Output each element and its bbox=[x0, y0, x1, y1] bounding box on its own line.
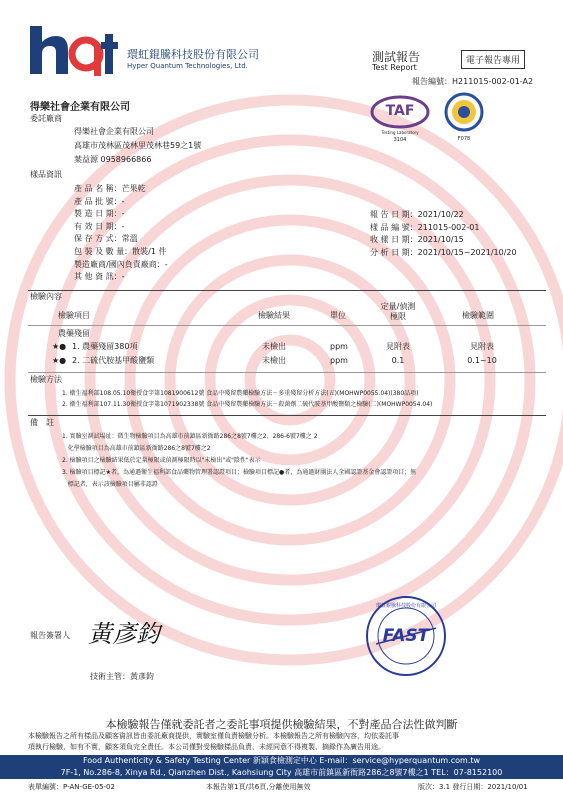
sample-field-label: 製造廠商/國內負責廠商： bbox=[74, 259, 165, 269]
sample-right-value: 211015-002-01 bbox=[417, 222, 480, 232]
electronic-report-badge: 電子報告專用 bbox=[461, 50, 525, 69]
sample-field-label: 保 存 方 式： bbox=[74, 234, 122, 244]
sample-field bbox=[74, 260, 168, 270]
page-info: 本報告第1頁/共6頁,分離使用無效 bbox=[206, 783, 311, 791]
sample-right-label: 樣 品 編 號： bbox=[370, 222, 418, 232]
remark-line: 化學檢驗項目為高雄市前鎮區新衙路286之8號7樓之2 bbox=[62, 445, 211, 452]
report-number bbox=[412, 77, 533, 87]
fast-stamp-ring: 環虹錕騰科技股份有限公司 bbox=[376, 603, 437, 609]
sample-field bbox=[74, 184, 146, 194]
test-mark: ★● bbox=[52, 356, 67, 365]
client-contact: 葉益源 0958966866 bbox=[74, 155, 152, 164]
sample-field-label: 製 造 日 期： bbox=[74, 209, 122, 219]
technical-supervisor: 技術主管：黃彥鈞 bbox=[90, 672, 154, 681]
fast-stamp-text: FAST bbox=[382, 626, 430, 646]
sample-right-field bbox=[370, 223, 479, 233]
fda-number: F078 bbox=[457, 136, 471, 142]
footer-bar-2: 7F-1, No.286-8, Xinya Rd., Qianzhen Dist., Kaohsiung City 高雄市前鎮區新衙路286之8號7樓之1 TEL：07-8152100 bbox=[0, 767, 563, 779]
fast-stamp bbox=[364, 594, 448, 678]
test-unit: ppm bbox=[330, 342, 348, 351]
report-number-label: 報告編號： bbox=[412, 77, 452, 86]
company-name-en: Hyper Quantum Technologies, Ltd. bbox=[127, 62, 248, 70]
footer-bar-1: Food Authenticity & Safety Testing Center 新穎食檢測定中心 E-mail：service@hyperquantum.com.tw bbox=[0, 755, 563, 767]
sample-field bbox=[74, 272, 125, 282]
remark-line: 2. 檢驗項目之檢驗結果低於定量極限或偵測極限時以"未檢出"或"陰性"表示 bbox=[62, 457, 261, 464]
taf-logo bbox=[368, 94, 432, 150]
client-name: 得樂社會企業有限公司 bbox=[74, 127, 154, 136]
col-header-unit: 單位 bbox=[330, 311, 346, 320]
col-header-item: 檢驗項目 bbox=[58, 311, 90, 320]
sample-right-field bbox=[370, 210, 464, 220]
sample-right-label: 收 樣 日 期： bbox=[370, 235, 418, 245]
taf-subtitle: Testing Laboratory bbox=[381, 130, 419, 135]
sample-right-value: 2021/10/22 bbox=[417, 210, 464, 219]
sample-field bbox=[74, 209, 125, 219]
test-unit: ppm bbox=[330, 356, 348, 365]
sample-right-field bbox=[370, 235, 464, 245]
test-group-label: 農藥殘留 bbox=[58, 329, 90, 338]
divider bbox=[28, 415, 546, 416]
method-line: 2. 衛生福利部107.11.30衛授食字第1071902338號 食品中殘留農藥檢驗方法－殺菌劑二硫代胺基甲酸鹽類之檢驗(二)(MOHWP0054.04) bbox=[62, 401, 433, 408]
signature: 黃彥鈞 bbox=[88, 620, 160, 648]
footer-note-1: 本檢驗報告之所有樣品及顧客資訊皆由委託廠商提供，實驗室僅負責檢驗分析。本檢驗報告之所有檢驗內容，均依委託事 bbox=[28, 732, 399, 740]
client-section-label: 委託廠商 bbox=[30, 114, 62, 123]
sample-field-label: 產 品 批 號： bbox=[74, 196, 122, 206]
report-number-value: H211015-002-01-A2 bbox=[452, 77, 534, 86]
methods-section-label: 檢驗方法 bbox=[30, 375, 62, 384]
sample-field-value: 散裝/1 件 bbox=[132, 247, 167, 256]
col-header-range: 檢驗範圍 bbox=[462, 311, 494, 320]
sample-right-label: 分 析 日 期： bbox=[370, 247, 418, 257]
sample-field-label: 其 他 資 訊： bbox=[74, 272, 122, 282]
test-row bbox=[28, 356, 546, 368]
sample-field-value: - bbox=[121, 209, 125, 219]
report-title-zh: 測試報告 bbox=[372, 50, 421, 64]
footer-note-2: 項執行檢驗，如有不實，顧客須負完全責任。本公司僅對受檢驗樣品負責，未經同意不得複製、摘錄作為廣告用途。 bbox=[28, 743, 385, 751]
test-item: 1. 農藥殘留380項 bbox=[72, 342, 138, 351]
sample-right-label: 報 告 日 期： bbox=[370, 210, 418, 219]
client-address: 高雄市茂林區茂林里茂林巷59之1號 bbox=[74, 141, 202, 150]
test-mark: ★● bbox=[52, 342, 67, 351]
sample-field-value: - bbox=[121, 272, 125, 282]
sample-field bbox=[74, 197, 125, 207]
sample-field-value: - bbox=[121, 221, 125, 231]
remark-line: 標記者，表示該檢驗項目屬非認證 bbox=[62, 481, 158, 488]
test-item: 2. 二硫代胺基甲酸鹽類 bbox=[72, 356, 155, 365]
sample-field-value: - bbox=[121, 196, 125, 206]
taf-text: TAF bbox=[385, 103, 415, 119]
form-number: 表單編號：P-AN-GE-05-02 bbox=[28, 783, 115, 791]
test-range: 見附表 bbox=[470, 342, 494, 351]
col-header-result: 檢驗結果 bbox=[258, 311, 290, 320]
disclaimer: 本檢驗報告僅就委託者之委託事項提供檢驗結果，不對產品合法性做判斷 bbox=[105, 718, 458, 731]
sample-field bbox=[74, 234, 138, 244]
header-divider bbox=[28, 325, 546, 326]
method-line: 1. 衛生福利部108.05.10衛授食字第1081900612號 食品中殘留農藥檢驗方法－多重殘留分析方法(五)(MOHWP0055.04)(380品項) bbox=[62, 390, 419, 397]
sample-right-value: 2021/10/15~2021/10/20 bbox=[417, 247, 517, 257]
sample-field-label: 有 效 日 期： bbox=[74, 221, 122, 231]
test-range: 0.1~10 bbox=[467, 356, 497, 365]
divider bbox=[28, 290, 546, 291]
fda-seal-icon bbox=[444, 92, 484, 144]
remark-line: 1. 實驗室測試場址：微生物檢驗項目為高雄市前鎮區新衙路286之8號7樓之2、286-6號7樓之 2 bbox=[62, 433, 318, 440]
divider bbox=[28, 372, 546, 373]
version-info: 版次：3.1 發行日期：2021/10/01 bbox=[418, 783, 528, 791]
sample-right-value: 2021/10/15 bbox=[417, 235, 464, 245]
sample-field-label: 包 裝 及 數 量： bbox=[74, 247, 133, 256]
sample-field-label: 產 品 名 稱： bbox=[74, 184, 122, 193]
test-limit: 0.1 bbox=[391, 356, 405, 365]
signer-label: 報告簽署人 bbox=[30, 631, 70, 640]
report-title-en: Test Report bbox=[372, 63, 417, 72]
taf-number: 3104 bbox=[393, 137, 407, 143]
sample-field bbox=[74, 247, 167, 257]
test-result: 未檢出 bbox=[262, 356, 286, 365]
sample-field-value: 芒果乾 bbox=[121, 184, 146, 193]
tests-section-label: 檢驗內容 bbox=[30, 292, 62, 301]
sample-right-field bbox=[370, 248, 517, 258]
sample-field-value: - bbox=[164, 259, 168, 269]
remarks-section-label: 備 註 bbox=[30, 418, 54, 427]
test-result: 未檢出 bbox=[262, 342, 286, 351]
sample-field bbox=[74, 222, 125, 232]
sample-field-value: 常溫 bbox=[121, 234, 138, 244]
sample-section-label: 樣品資訊 bbox=[30, 170, 62, 179]
client-name-bold: 得樂社會企業有限公司 bbox=[30, 102, 130, 113]
test-limit: 見附表 bbox=[386, 342, 410, 351]
remark-line: 3. 檢驗項目標記★者，為通過衛生福利部食品藥物管理署認證項目；檢驗項目標記●者，為通過財團法人全國認證基金會認證項目；無 bbox=[62, 469, 417, 476]
col-header-limit: 定量/偵測 極限 bbox=[380, 302, 416, 321]
company-name-zh: 環虹錕騰科技股份有限公司 bbox=[127, 48, 259, 61]
test-row bbox=[28, 342, 546, 354]
company-logo bbox=[28, 24, 120, 76]
